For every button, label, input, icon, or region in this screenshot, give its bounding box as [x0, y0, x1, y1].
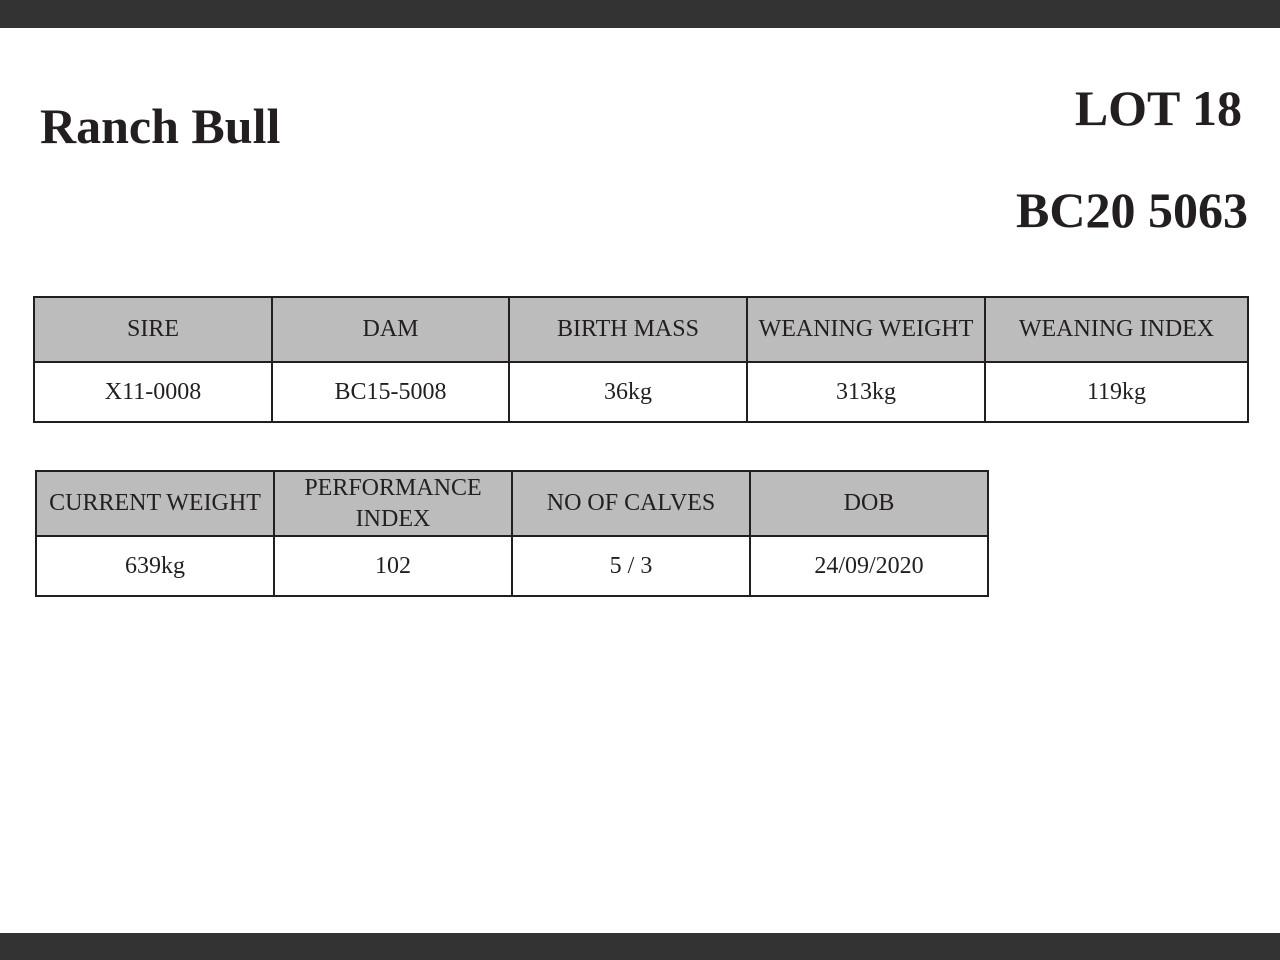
header-performance-index: PERFORMANCE INDEX [274, 471, 512, 536]
page-title: Ranch Bull [40, 98, 281, 154]
value-birth-mass: 36kg [509, 362, 747, 422]
value-sire: X11-0008 [34, 362, 272, 422]
header-sire: SIRE [34, 297, 272, 362]
tag-number: BC20 5063 [1016, 182, 1248, 238]
header-current-weight: CURRENT WEIGHT [36, 471, 274, 536]
header-weaning-index: WEANING INDEX [985, 297, 1248, 362]
value-dam: BC15-5008 [272, 362, 509, 422]
table-header-row [36, 471, 988, 536]
table-row [34, 362, 1248, 422]
value-no-of-calves: 5 / 3 [512, 536, 750, 596]
pedigree-weights-table [33, 296, 1249, 423]
value-current-weight: 639kg [36, 536, 274, 596]
table-row [36, 536, 988, 596]
header-weaning-weight: WEANING WEIGHT [747, 297, 985, 362]
top-frame-bar [0, 0, 1280, 28]
lot-number: LOT 18 [1074, 80, 1242, 136]
performance-table [35, 470, 989, 597]
value-weaning-index: 119kg [985, 362, 1248, 422]
bottom-frame-bar [0, 933, 1280, 960]
value-weaning-weight: 313kg [747, 362, 985, 422]
table-header-row [34, 297, 1248, 362]
header-birth-mass: BIRTH MASS [509, 297, 747, 362]
header-dob: DOB [750, 471, 988, 536]
header-dam: DAM [272, 297, 509, 362]
header-no-of-calves: NO OF CALVES [512, 471, 750, 536]
value-performance-index: 102 [274, 536, 512, 596]
value-dob: 24/09/2020 [750, 536, 988, 596]
